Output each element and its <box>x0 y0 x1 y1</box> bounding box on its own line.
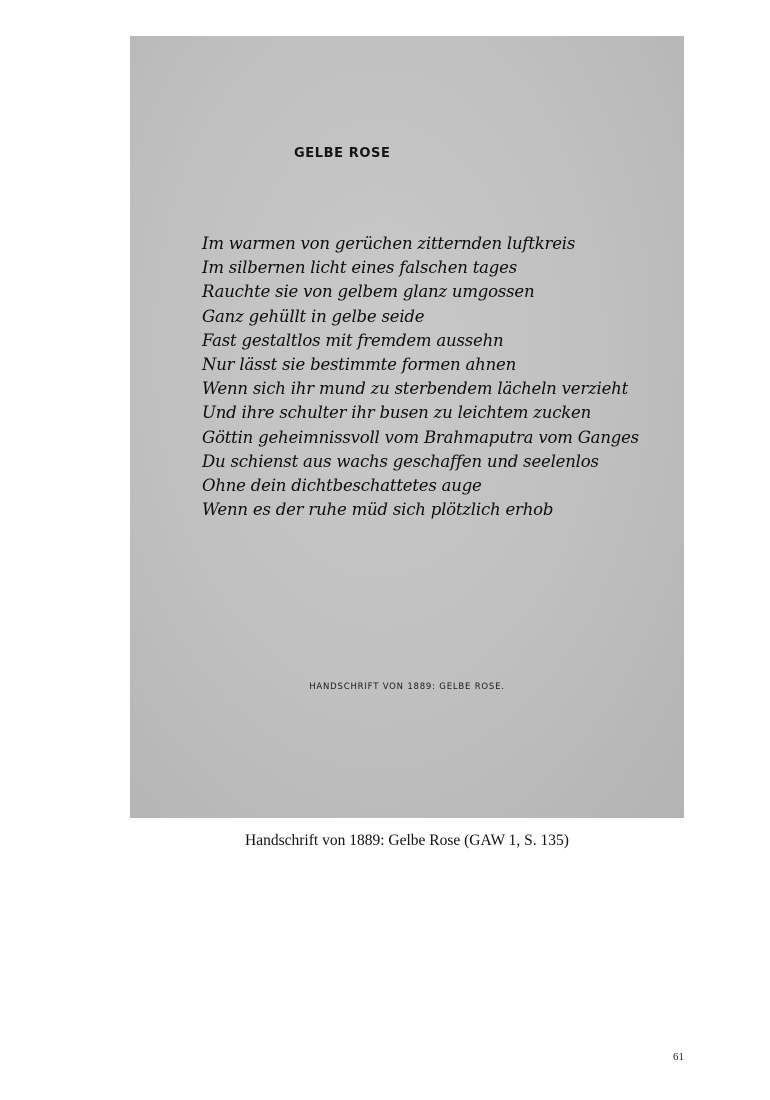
poem-line: Und ihre schulter ihr busen zu leichtem zucken <box>202 403 592 423</box>
poem-line: Ganz gehüllt in gelbe seide <box>202 306 425 326</box>
poem-line: Nur lässt sie bestimmte formen ahnen <box>202 354 517 374</box>
poem-line: Fast gestaltlos mit fremdem aussehn <box>202 330 504 350</box>
poem-line: Göttin geheimnissvoll vom Brahmaputra vom Ganges <box>202 427 639 447</box>
figure-caption: Handschrift von 1889: Gelbe Rose (GAW 1, S. 135) <box>245 832 569 849</box>
poem-line: Du schienst aus wachs geschaffen und seelenlos <box>202 451 599 471</box>
poem-title: GELBE ROSE <box>294 146 391 161</box>
plate-caption: HANDSCHRIFT VON 1889: GELBE ROSE. <box>309 682 505 692</box>
poem-lines <box>202 232 672 522</box>
poem-line: Rauchte sie von gelbem glanz umgossen <box>202 282 535 302</box>
poem-line: Ohne dein dichtbeschattetes auge <box>202 475 482 495</box>
poem-line: Wenn sich ihr mund zu sterbendem lächeln verzieht <box>202 379 629 399</box>
poem-line: Im silbernen licht eines falschen tages <box>202 258 518 278</box>
page-number: 61 <box>673 1051 684 1063</box>
poem-line: Im warmen von gerüchen zitternden luftkreis <box>202 234 576 253</box>
poem-line: Wenn es der ruhe müd sich plötzlich erhob <box>202 500 554 520</box>
manuscript-plate <box>130 36 684 818</box>
